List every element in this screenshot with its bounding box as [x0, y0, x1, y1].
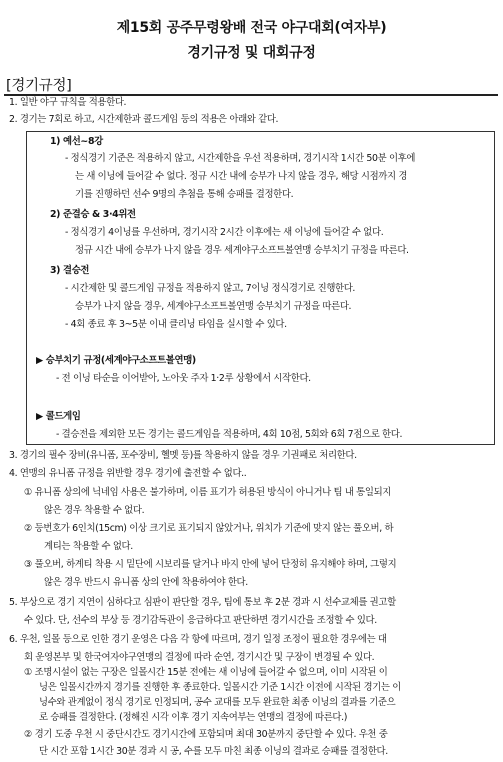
box-text: - 정식경기 기준은 적용하지 않고, 시간제한을 우선 적용하며, 경기시작 1시간 50분 이후에	[65, 153, 416, 164]
rule-6-item: ① 조명시설이 없는 구장은 일몰시간 15분 전에는 새 이닝에 들어갈 수 없으며, 이미 시작된 이	[24, 667, 388, 678]
box-text: 기를 진행하던 선수 9명의 추첨을 통해 승패를 결정한다.	[75, 189, 294, 200]
rule-4: 4. 연맹의 유니폼 규정을 위반할 경우 경기에 출전할 수 없다..	[9, 468, 247, 479]
rule-4-item: ② 등번호가 6인치(15cm) 이상 크기로 표기되지 않았거나, 위치가 기준에 맞지 않는 풀오버, 하	[24, 523, 394, 534]
rule-5: 수 있다. 단, 선수의 부상 등 경기감독관이 응급하다고 판단하면 경기시간을 조정할 수 있다.	[24, 615, 377, 626]
rule-4-item: ③ 풀오버, 하계티 착용 시 밑단에 시보리를 달거나 바지 안에 넣어 단정히 유지해야 하며, 그렇지	[24, 559, 397, 570]
box-text: - 전 이닝 타순을 이어받아, 노아웃 주자 1·2루 상황에서 시작한다.	[56, 373, 311, 384]
rule-6: 회 운영본부 및 한국여자야구연맹의 결정에 따라 순연, 경기시간 및 구장이 변경될 수 있다.	[24, 652, 375, 663]
rule-6-item: ② 경기 도중 우천 시 중단시간도 경기시간에 포함되며 최대 30분까지 중단할 수 있다. 우천 중	[24, 729, 388, 740]
box-text: - 결승전을 제외한 모든 경기는 콜드게임을 적용하며, 4회 10점, 5회와 6회 7점으로 한다.	[56, 429, 403, 440]
rule-4-item: 않은 경우 반드시 유니폼 상의 안에 착용하여야 한다.	[44, 577, 248, 588]
rule-3: 3. 경기의 필수 장비(유니폼, 포수장비, 헬멧 등)를 착용하지 않을 경우 기권패로 처리한다.	[9, 450, 357, 461]
rule-6-item: 닝은 일몰시간까지 경기를 진행한 후 종료한다. 일몰시간 기준 1시간 이전에 시작된 경기는 이	[39, 682, 401, 693]
box-text: 는 새 이닝에 들어갈 수 없다. 정규 시간 내에 승부가 나지 않을 경우, 해당 시점까지 경	[75, 171, 408, 182]
rule-5: 5. 부상으로 경기 지연이 심하다고 심판이 판단할 경우, 팀에 통보 후 2분 경과 시 선수교체를 권고할	[9, 597, 396, 608]
rule-6-item: 로 승패를 결정한다. (정해진 시각 이후 경기 지속여부는 연맹의 결정에 따른다.)	[39, 712, 348, 723]
document-subtitle: 경기규정 및 대회규정	[187, 45, 316, 61]
box-heading-called-game: ▶ 콜드게임	[36, 411, 81, 422]
box-text: - 정식경기 4이닝를 우선하며, 경기시작 2시간 이후에는 새 이닝에 들어갈 수 없다.	[65, 227, 384, 238]
rule-1: 1. 일반 야구 규칙을 적용한다.	[9, 97, 127, 108]
rule-6: 6. 우천, 일몰 등으로 인한 경기 운영은 다음 각 항에 따르며, 경기 일정 조정이 필요한 경우에는 대	[9, 634, 387, 645]
rule-4-item: 않은 경우 착용할 수 없다.	[44, 505, 145, 516]
rule-6-item: 단 시간 포함 1시간 30분 경과 시 공, 수를 모두 마친 최종 이닝의 결과로 승패를 결정한다.	[39, 746, 388, 757]
rule-2: 2. 경기는 7회로 하고, 시간제한과 콜드게임 등의 적용은 아래와 같다.	[9, 114, 279, 125]
box-heading-prelim: 1) 예선~8강	[50, 136, 103, 147]
section-heading: [경기규정]	[6, 78, 72, 94]
box-text: - 시간제한 및 콜드게임 규정을 적용하지 않고, 7이닝 정식경기로 진행한다.	[65, 283, 356, 294]
rule-6-item: 닝수와 관계없이 정식 경기로 인정되며, 공수 교대를 모두 완료한 최종 이닝의 결과를 기준으	[39, 697, 396, 708]
rule-4-item: 계티는 착용할 수 없다.	[44, 541, 133, 552]
box-heading-semifinal: 2) 준결승 & 3·4위전	[50, 209, 136, 220]
document-title: 제15회 공주무령왕배 전국 야구대회(여자부)	[116, 20, 387, 36]
box-text: 승부가 나지 않을 경우, 세계야구소프트볼연맹 승부치기 규정을 따른다.	[75, 301, 352, 312]
box-text: - 4회 종료 후 3~5분 이내 클리닝 타임을 실시할 수 있다.	[65, 319, 287, 330]
box-heading-final: 3) 결승전	[50, 265, 90, 276]
rule-4-item: ① 유니폼 상의에 닉네임 사용은 불가하며, 이름 표기가 허용된 방식이 아니거나 팀 내 통일되지	[24, 487, 392, 498]
box-text: 정규 시간 내에 승부가 나지 않을 경우 세계야구소프트볼연맹 승부치기 규정을 따른다.	[75, 245, 409, 256]
box-heading-tiebreak: ▶ 승부치기 규정(세계야구소프트볼연맹)	[36, 355, 196, 366]
